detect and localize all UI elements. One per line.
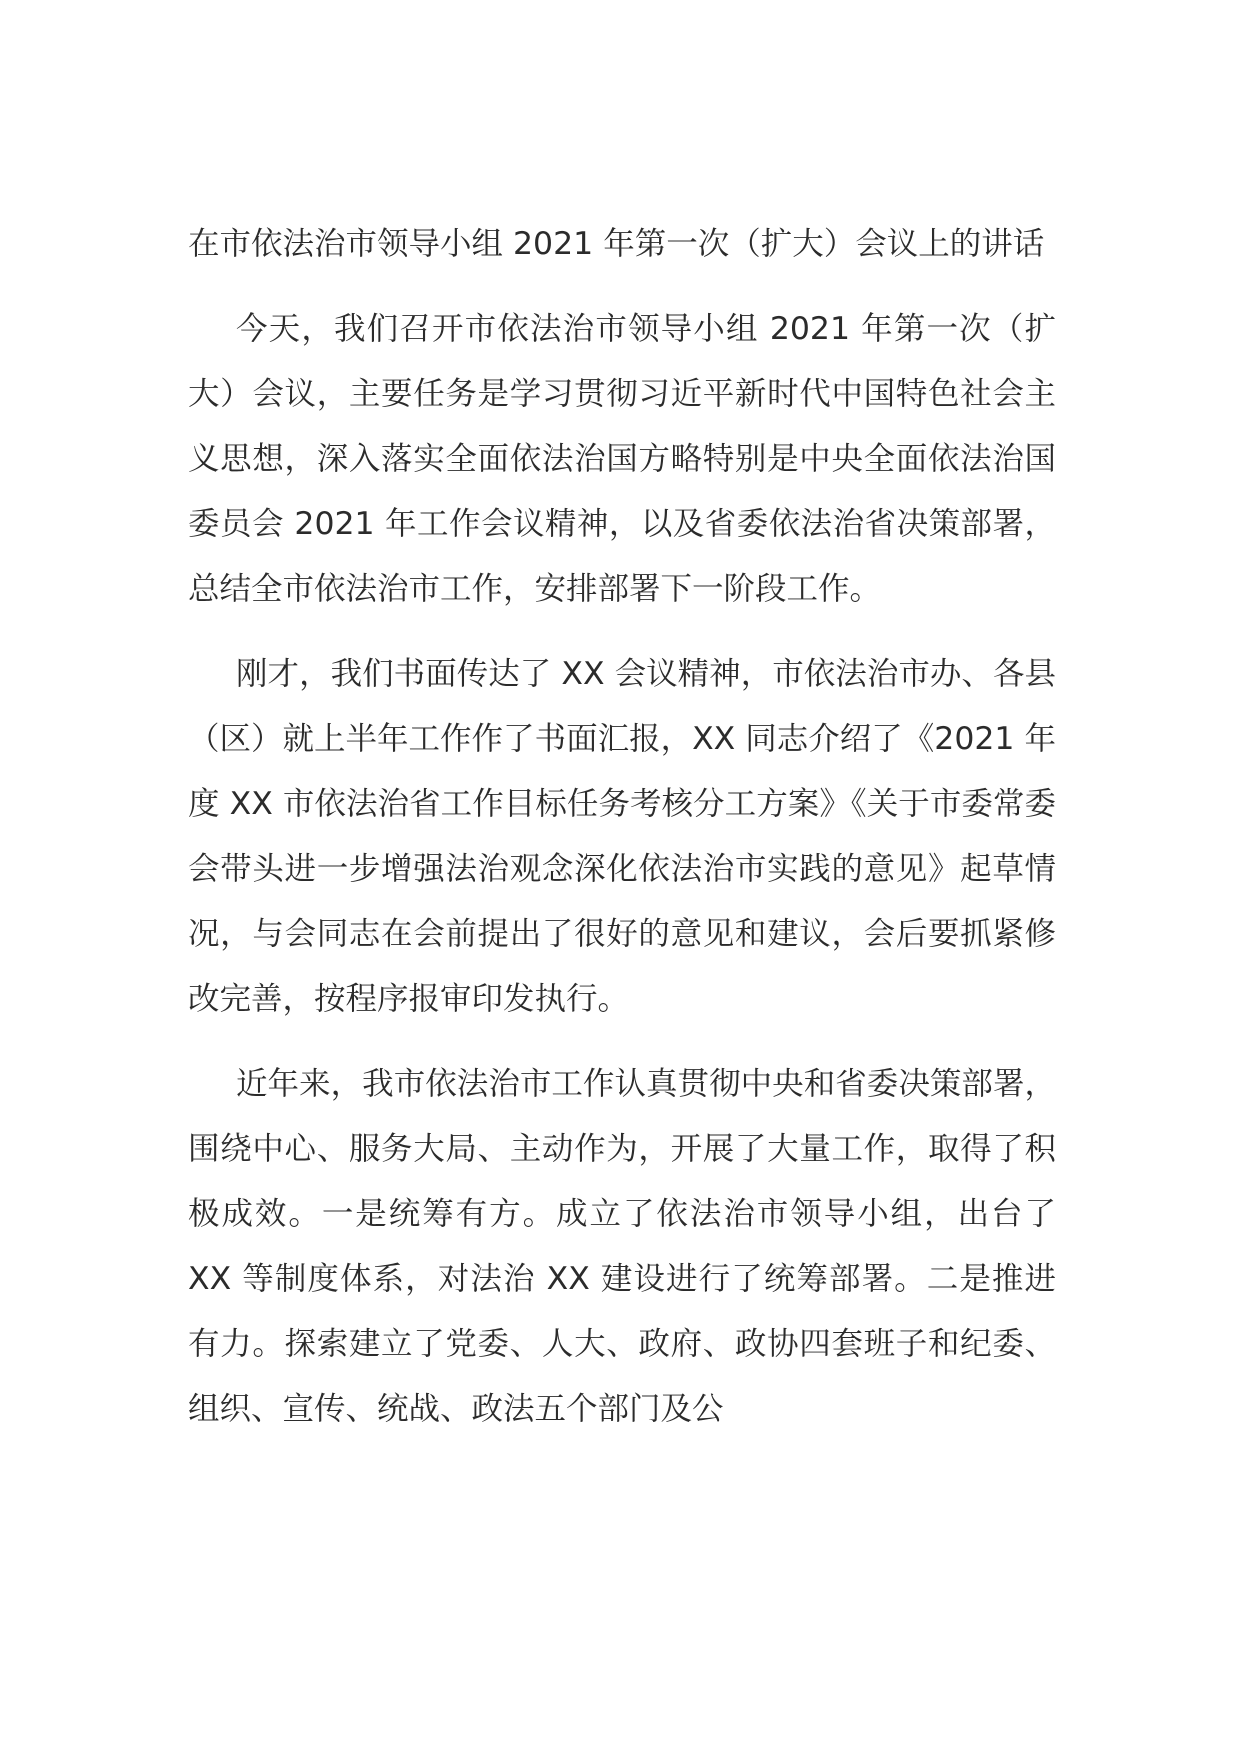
document-body [188, 212, 1056, 1442]
paragraph-review: 刚才，我们书面传达了 XX 会议精神，市依法治市办、各县（区）就上半年工作作了书面汇报，XX 同志介绍了《2021 年度 XX 市依法治省工作目标任务考核分工方案》《关于市委常委会带头进一步增强法治观念深化依法治市实践的意见》起草情况，与会同志在会前提出了很好的意见和建议，会后要抓紧修改完善，按程序报审印发执行。 [188, 656, 1056, 1017]
document-title: 在市依法治市领导小组 2021 年第一次（扩大）会议上的讲话 [188, 226, 1045, 262]
paragraph-opening: 今天，我们召开市依法治市领导小组 2021 年第一次（扩大）会议，主要任务是学习贯彻习近平新时代中国特色社会主义思想，深入落实全面依法治国方略特别是中央全面依法治国委员会 2021 年工作会议精神，以及省委依法治省决策部署，总结全市依法治市工作，安排部署下一阶段工作。 [188, 311, 1056, 607]
paragraph-achievements: 近年来，我市依法治市工作认真贯彻中央和省委决策部署，围绕中心、服务大局、主动作为，开展了大量工作，取得了积极成效。一是统筹有方。成立了依法治市领导小组，出台了 XX 等制度体系，对法治 XX 建设进行了统筹部署。二是推进有力。探索建立了党委、人大、政府、政协四套班子和纪委、组织、宣传、统战、政法五个部门及公 [188, 1066, 1056, 1427]
